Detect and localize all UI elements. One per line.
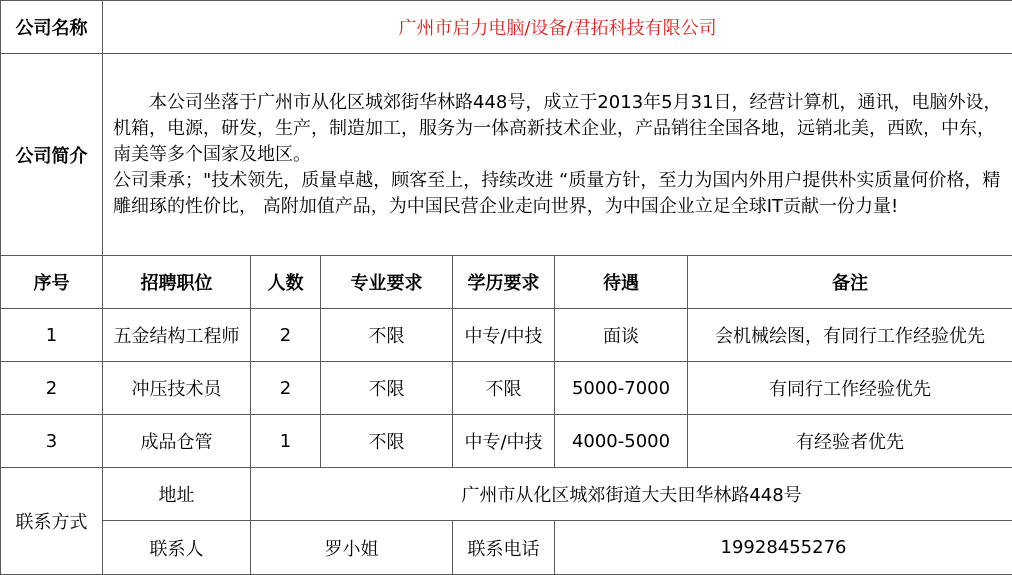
company-name-label: 公司名称 — [1, 1, 103, 54]
header-count: 人数 — [251, 256, 321, 309]
contact-label: 联系方式 — [1, 468, 103, 575]
address-value: 广州市从化区城郊街道大夫田华林路448号 — [251, 468, 1012, 521]
header-salary: 待遇 — [555, 256, 688, 309]
job-salary: 4000-5000 — [555, 415, 688, 468]
header-index: 序号 — [1, 256, 103, 309]
job-education: 不限 — [453, 362, 555, 415]
job-count: 2 — [251, 362, 321, 415]
header-major: 专业要求 — [321, 256, 453, 309]
contact-phone-value: 19928455276 — [555, 521, 1012, 575]
job-position: 成品仓管 — [103, 415, 251, 468]
job-position: 五金结构工程师 — [103, 309, 251, 362]
job-salary: 5000-7000 — [555, 362, 688, 415]
job-salary: 面谈 — [555, 309, 688, 362]
jobs-header-row — [1, 256, 1012, 309]
contact-person-value: 罗小姐 — [251, 521, 453, 575]
job-count: 1 — [251, 415, 321, 468]
job-index: 3 — [1, 415, 103, 468]
company-intro-label: 公司简介 — [1, 54, 103, 256]
company-intro-row — [1, 54, 1012, 256]
header-education: 学历要求 — [453, 256, 555, 309]
header-remarks: 备注 — [688, 256, 1012, 309]
company-name-row — [1, 1, 1012, 54]
job-education: 中专/中技 — [453, 415, 555, 468]
contact-person-label: 联系人 — [103, 521, 251, 575]
contact-person-row — [1, 521, 1012, 575]
contact-address-row — [1, 468, 1012, 521]
job-remarks: 有同行工作经验优先 — [688, 362, 1012, 415]
job-education: 中专/中技 — [453, 309, 555, 362]
company-name-value: 广州市启力电脑/设备/君拓科技有限公司 — [103, 1, 1012, 54]
job-remarks: 有经验者优先 — [688, 415, 1012, 468]
job-major: 不限 — [321, 362, 453, 415]
table-row — [1, 362, 1012, 415]
header-position: 招聘职位 — [103, 256, 251, 309]
intro-paragraph-1: 本公司坐落于广州市从化区城郊街华林路448号，成立于2013年5月31日，经营计算机，通讯，电脑外设，机箱，电源，研发，生产，制造加工，服务为一体高新技术企业，产品销往全国各地，远销北美，西欧，中东，南美等多个国家及地区。 — [113, 90, 1002, 168]
job-count: 2 — [251, 309, 321, 362]
company-intro-text — [103, 54, 1012, 256]
job-index: 2 — [1, 362, 103, 415]
job-major: 不限 — [321, 415, 453, 468]
job-major: 不限 — [321, 309, 453, 362]
table-row — [1, 309, 1012, 362]
intro-paragraph-2: 公司秉承；"技术领先，质量卓越，顾客至上，持续改进 “质量方针，至力为国内外用户提供朴实质量何价格，精雕细琢的性价比， 高附加值产品，为中国民营企业走向世界，为中国企业立足全球IT贡献一份力量! — [113, 168, 1002, 220]
table-row — [1, 415, 1012, 468]
job-position: 冲压技术员 — [103, 362, 251, 415]
contact-phone-label: 联系电话 — [453, 521, 555, 575]
job-remarks: 会机械绘图，有同行工作经验优先 — [688, 309, 1012, 362]
job-index: 1 — [1, 309, 103, 362]
address-label: 地址 — [103, 468, 251, 521]
